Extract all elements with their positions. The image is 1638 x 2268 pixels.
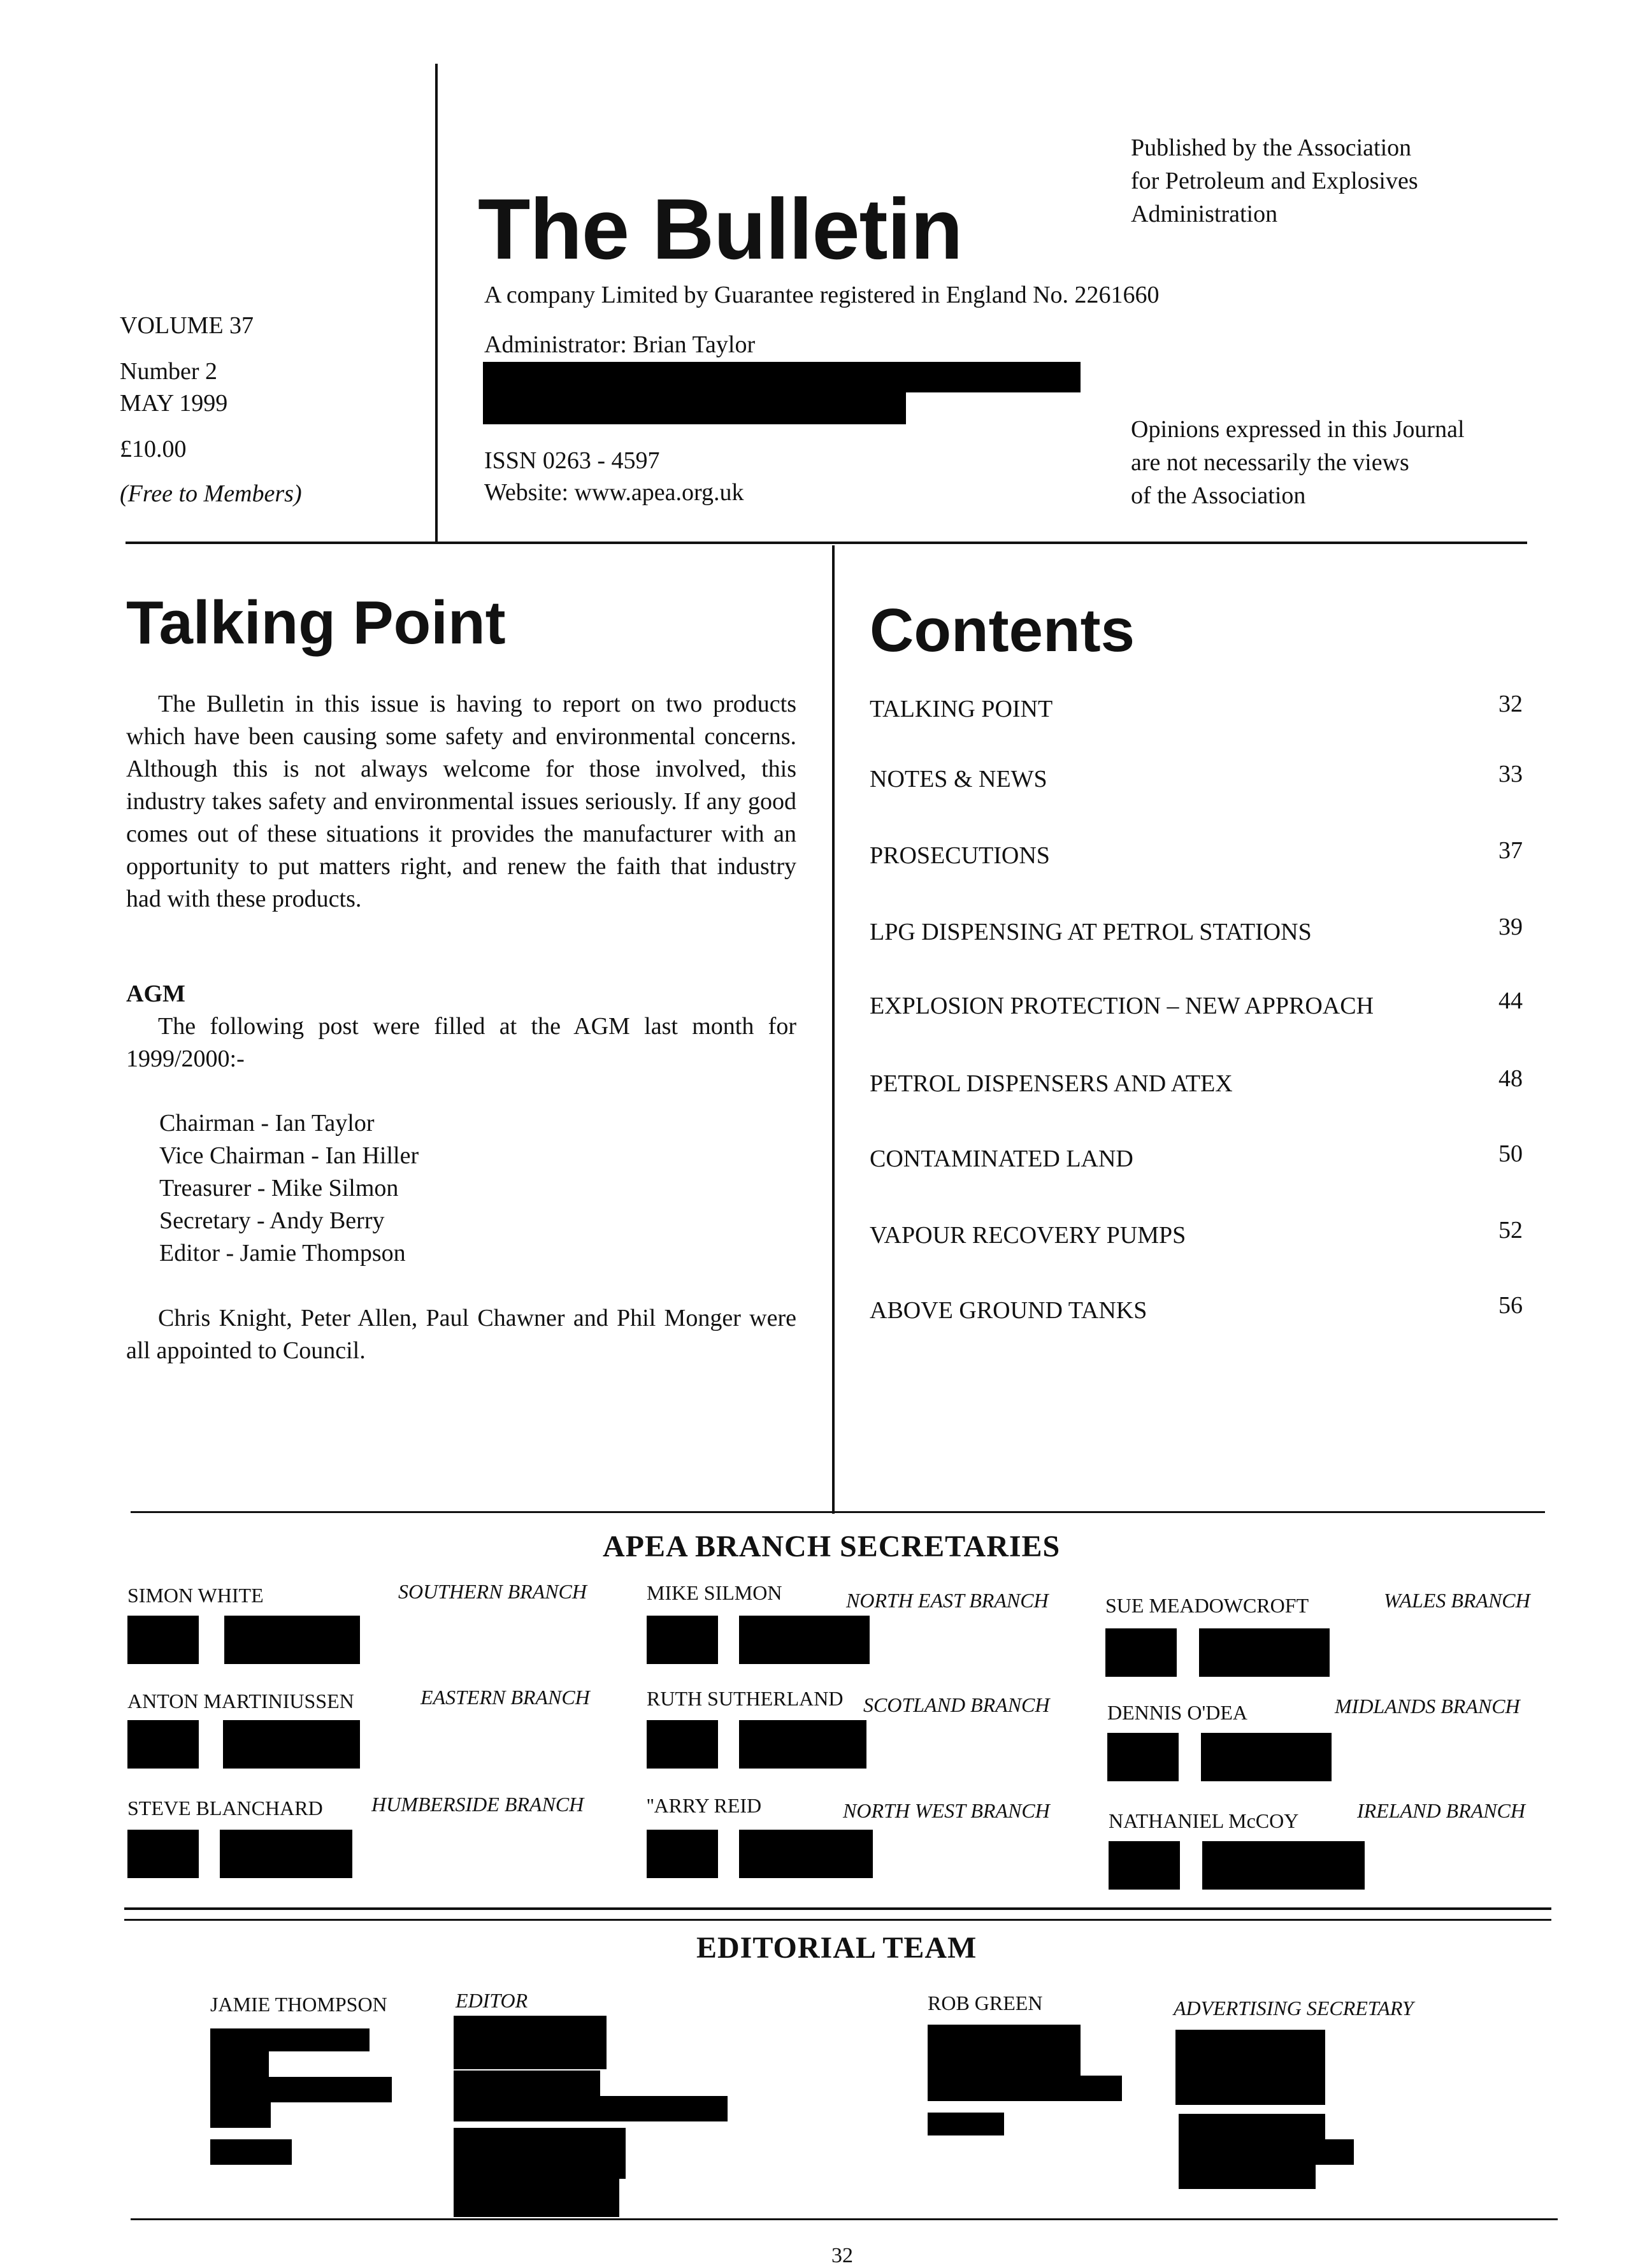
publisher-line: Administration [1131,201,1278,227]
branch-name: NORTH WEST BRANCH [843,1799,1050,1822]
branch-secretary-name: SIMON WHITE [127,1584,264,1607]
bulletin-title: The Bulletin [478,181,963,277]
branch-secretary-name: NATHANIEL McCOY [1109,1809,1299,1832]
officer-item: Vice Chairman - Ian Hiller [159,1142,419,1169]
branch-secretaries-heading: APEA BRANCH SECRETARIES [603,1530,1061,1563]
branch-name: HUMBERSIDE BRANCH [371,1793,584,1816]
branch-secretary-name: ''ARRY REID [647,1794,762,1817]
redacted-contact [928,2025,1081,2076]
masthead-left-divider [435,64,438,543]
editorial-top-rule [124,1907,1551,1910]
masthead-bottom-rule [126,542,1527,544]
council-paragraph: Chris Knight, Peter Allen, Paul Chawner and Phil Monger were all appointed to Council. [126,1305,796,1364]
opinion-line: are not necessarily the views [1131,449,1409,476]
redacted-contact [127,1830,199,1878]
contents-item-page: 50 [1498,1140,1523,1167]
redacted-contact [1179,2114,1325,2139]
website-line: Website: www.apea.org.uk [484,479,744,506]
contents-item-page: 32 [1498,691,1523,717]
talking-point-intro [126,688,796,915]
contents-item-page: 39 [1498,914,1523,940]
redacted-contact [1175,2030,1325,2105]
redacted-contact [1105,1628,1177,1677]
redacted-contact [454,2128,626,2179]
issue-number: Number 2 [120,358,218,385]
redacted-contact [210,2139,292,2165]
contents-item-title: VAPOUR RECOVERY PUMPS [870,1222,1186,1249]
branch-name: WALES BRANCH [1384,1589,1530,1612]
branch-name: SCOTLAND BRANCH [863,1693,1050,1716]
redacted-contact [1202,1841,1365,1890]
branch-name: NORTH EAST BRANCH [846,1589,1049,1612]
talking-point-heading: Talking Point [126,589,506,657]
redacted-contact [454,2071,600,2096]
redacted-contact [647,1720,718,1769]
branch-secretary-name: RUTH SUTHERLAND [647,1687,844,1710]
redacted-contact [1199,1628,1330,1677]
redacted-contact [454,2016,607,2069]
administrator-line: Administrator: Brian Taylor [484,331,756,358]
officer-item: Editor - Jamie Thompson [159,1240,406,1267]
branch-name: SOUTHERN BRANCH [398,1580,587,1603]
editor-role: EDITOR [456,1989,528,2012]
volume-label: VOLUME 37 [120,312,254,339]
redacted-contact [210,2051,269,2077]
contents-item-title: CONTAMINATED LAND [870,1145,1133,1172]
officers-list [159,1107,419,1270]
branch-secretary-name: STEVE BLANCHARD [127,1797,323,1819]
free-to-members-note: (Free to Members) [120,480,302,507]
editorial-team-heading: EDITORIAL TEAM [696,1931,977,1965]
contents-item-page: 37 [1498,837,1523,864]
publisher-line: Published by the Association [1131,134,1412,161]
agm-paragraph: The following post were filled at the AGM last month for 1999/2000:- [126,1013,796,1072]
contents-item-page: 48 [1498,1065,1523,1092]
agm-heading: AGM [126,980,185,1007]
branch-name: IRELAND BRANCH [1357,1799,1525,1822]
opinion-line: of the Association [1131,482,1306,509]
redacted-contact [454,2096,728,2121]
redacted-contact [454,2179,619,2217]
contents-item-title: PROSECUTIONS [870,842,1050,869]
agm-text-block [126,1010,796,1075]
issue-date: MAY 1999 [120,390,228,417]
redacted-contact [127,1616,199,1664]
branch-secretary-name: DENNIS O'DEA [1107,1701,1247,1724]
redacted-contact [220,1830,352,1878]
redacted-contact [223,1720,360,1769]
officer-item: Treasurer - Mike Silmon [159,1175,399,1202]
officer-item: Secretary - Andy Berry [159,1207,385,1234]
branch-secretary-name: MIKE SILMON [647,1581,782,1604]
branch-name: EASTERN BRANCH [420,1686,590,1709]
advertising-secretary-name: ROB GREEN [928,1992,1043,2014]
price: £10.00 [120,436,187,463]
contents-item-title: PETROL DISPENSERS AND ATEX [870,1070,1233,1097]
contents-item-title: ABOVE GROUND TANKS [870,1297,1147,1324]
redacted-contact [739,1616,870,1664]
contents-item-page: 56 [1498,1292,1523,1319]
contents-item-page: 44 [1498,987,1523,1014]
contents-item-title: LPG DISPENSING AT PETROL STATIONS [870,919,1312,945]
redacted-contact [1107,1733,1179,1781]
opinion-disclaimer [1131,413,1539,512]
publisher-note [1131,131,1577,231]
redacted-contact [224,1616,360,1664]
redacted-contact [210,2028,370,2051]
redacted-address [483,392,906,424]
redacted-contact [210,2102,271,2128]
contents-heading: Contents [870,596,1135,664]
redacted-contact [1201,1733,1332,1781]
branch-name: MIDLANDS BRANCH [1335,1695,1520,1718]
page-number: 32 [831,2244,853,2267]
redacted-contact [1179,2139,1354,2165]
intro-paragraph: The Bulletin in this issue is having to report on two products which have been causing some safety and environmental concerns. Although this is not always welcome for those involved, this industry takes safety and environmental issues seriously. If any good comes out of these situations it provides the manufacturer with an opportunity to put matters right, and renew the faith that industry had with these products. [126,691,796,912]
branch-secretary-name: SUE MEADOWCROFT [1105,1594,1309,1617]
branch-secretary-name: ANTON MARTINIUSSEN [127,1690,354,1712]
redacted-contact [928,2076,1122,2101]
redacted-address [483,362,1081,392]
redacted-contact [647,1830,718,1878]
redacted-contact [647,1616,718,1664]
contents-item-title: NOTES & NEWS [870,766,1047,793]
contents-item-title: EXPLOSION PROTECTION – NEW APPROACH [870,993,1374,1019]
contents-item-page: 52 [1498,1217,1523,1244]
redacted-contact [210,2077,392,2102]
redacted-contact [928,2113,1004,2135]
redacted-contact [1179,2165,1316,2189]
officer-item: Chairman - Ian Taylor [159,1110,375,1137]
footer-rule [131,2218,1558,2220]
redacted-contact [739,1720,866,1769]
column-divider [832,545,835,1514]
editorial-top-rule-2 [124,1919,1551,1921]
contents-item-page: 33 [1498,761,1523,787]
branches-top-rule [131,1511,1545,1513]
redacted-contact [1109,1841,1180,1890]
editor-name: JAMIE THOMPSON [210,1993,387,2016]
contents-item-title: TALKING POINT [870,696,1053,722]
publisher-line: for Petroleum and Explosives [1131,168,1418,194]
council-block [126,1302,796,1367]
issn-line: ISSN 0263 - 4597 [484,447,660,474]
company-registration-note: A company Limited by Guarantee registered in England No. 2261660 [484,282,1160,308]
advertising-secretary-role: ADVERTISING SECRETARY [1174,1997,1414,2020]
opinion-line: Opinions expressed in this Journal [1131,416,1465,443]
redacted-contact [739,1830,873,1878]
redacted-contact [127,1720,199,1769]
